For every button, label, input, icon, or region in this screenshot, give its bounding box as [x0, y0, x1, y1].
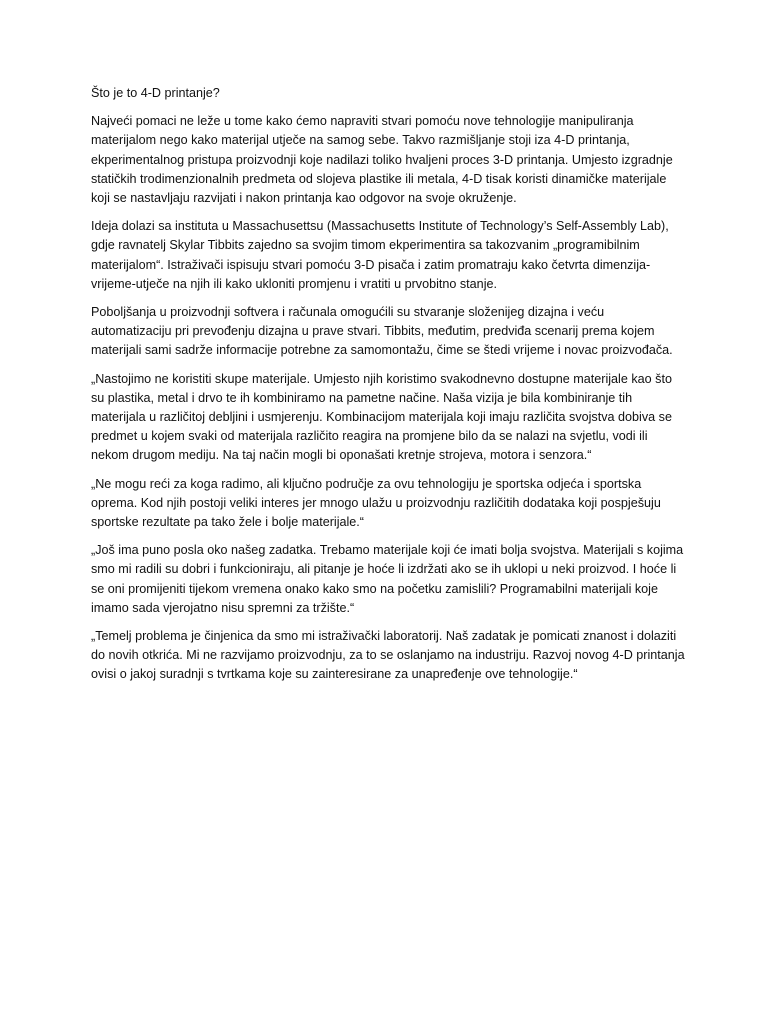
paragraph-quote-work-ahead: „Još ima puno posla oko našeg zadatka. Trebamo materijale koji će imati bolja svojstva. Materijali s kojima smo mi radili su dobri i funkcioniraju, ali pitanje je hoće li izdržati ako se ih uklopi u neki proizvod. I hoće li se oni promijeniti tijekom vremena onako kako smo na početku zamislili? Programabilni materijali koje imamo sada vjerojatno nisu spremni za tržište.“: [91, 543, 684, 615]
paragraph-improvements: Poboljšanja u proizvodnji softvera i računala omogućili su stvaranje složenijeg dizajna i veću automatizaciju pri prevođenju dizajna u prave stvari. Tibbits, međutim, predviđa scenarij prema kojem materijali sami sadrže informacije potrebne za samomontažu, čime se štedi vrijeme i novac proizvođača.: [91, 305, 673, 358]
paragraph-mit-lab: Ideja dolazi sa instituta u Massachusettsu (Massachusetts Institute of Technology’s Self-Assembly Lab), gdje ravnatelj Skylar Tibbits zajedno sa svojim timom ekperimentira sa takozvanim „programibilnim materijalom“. Istraživači ispisuju stvari pomoću 3-D pisača i zatim promatraju kako četvrta dimenzija-vrijeme-utječe na njih ili kako ukloniti promjenu i vratiti u prvobitno stanje.: [91, 219, 669, 291]
paragraph-intro: Najveći pomaci ne leže u tome kako ćemo napraviti stvari pomoću nove tehnologije manipuliranja materijalom nego kako materijal utječe na samog sebe. Takvo razmišljanje stoji iza 4-D printanja, ekperimentalnog pristupa proizvodnji koje nadilazi toliko hvaljeni proces 3-D printanja. Umjesto izgradnje statičkih trodimenzionalnih predmeta od slojeva plastike ili metala, 4-D tisak koristi dinamičke materijale koji se nastavljaju razvijati i nakon printanja kao odgovor na svoje okruženje.: [91, 114, 673, 206]
paragraph-quote-materials: „Nastojimo ne koristiti skupe materijale. Umjesto njih koristimo svakodnevno dostupne materijale kao što su plastika, metal i drvo te ih kombiniramo na pametne načine. Naša vizija je bila kombiniranje tih materijala u različitoj debljini i usmjerenju. Kombinacijom materijala koji imaju različita svojstva dobiva se predmet u kojem svaki od materijala različito reagira na promjene bilo da se nalazi na svjetlu, vodi ili nekom drugom mediju. Na taj način mogli bi oponašati kretnje strojeva, motora i senzora.“: [91, 371, 672, 463]
document-title: Što je to 4-D printanje?: [91, 86, 220, 100]
paragraph-quote-research-lab: „Temelj problema je činjenica da smo mi istraživački laboratorij. Naš zadatak je pomicati znanost i dolaziti do novih otkrića. Mi ne razvijamo proizvodnju, za to se oslanjamo na industriju. Razvoj novog 4-D printanja ovisi o jakoj suradnji s tvrtkama koje su zainteresirane za unapređenje ove tehnologije.“: [91, 629, 685, 682]
document-page: [91, 84, 685, 694]
paragraph-quote-sportswear: „Ne mogu reći za koga radimo, ali ključno područje za ovu tehnologiju je sportska odjeća i sportska oprema. Kod njih postoji veliki interes jer mnogo ulažu u proizvodnju različitih dodataka koji pospješuju sportske rezultate pa tako žele i bolje materijale.“: [91, 476, 661, 530]
